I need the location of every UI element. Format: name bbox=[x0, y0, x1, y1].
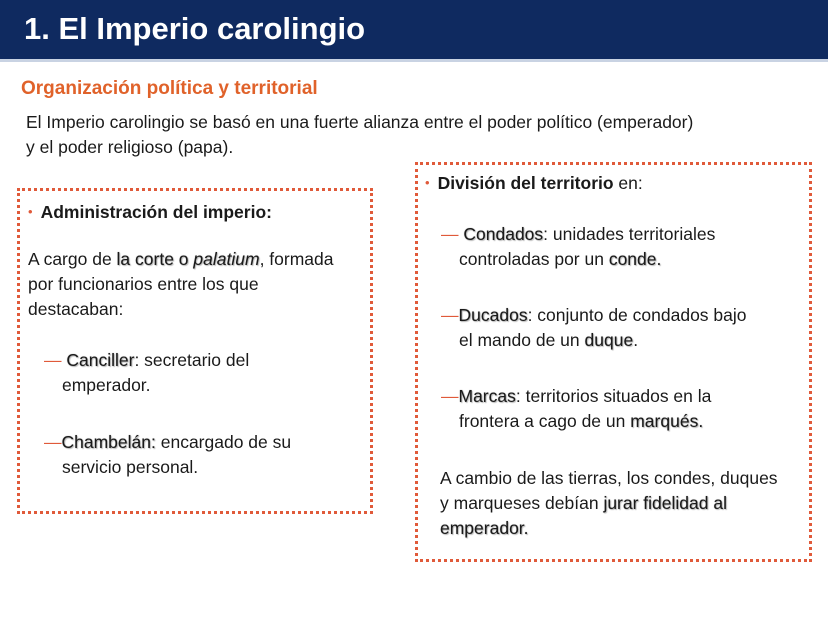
closing-paragraph bbox=[440, 466, 810, 541]
closing-line3: emperador. bbox=[440, 518, 529, 538]
line2-canciller: emperador. bbox=[62, 375, 151, 395]
list-item-marcas bbox=[441, 384, 711, 434]
bullet-dot-icon: • bbox=[28, 204, 33, 219]
dash-icon: — bbox=[441, 305, 459, 325]
list-item-chambelan bbox=[44, 430, 291, 480]
list-item-canciller bbox=[44, 348, 249, 398]
para-palatium: palatium bbox=[193, 249, 260, 269]
dash-icon: — bbox=[44, 432, 62, 452]
list-item-condados bbox=[441, 222, 715, 272]
term-chambelan: Chambelán: bbox=[61, 432, 156, 452]
intro-line-1: El Imperio carolingio se basó en una fuerte alianza entre el poder político (emperador) bbox=[26, 112, 694, 132]
para-line3: destacaban: bbox=[28, 299, 124, 319]
line2-pre-ducados: el mando de un bbox=[459, 330, 585, 350]
administration-heading bbox=[28, 200, 272, 226]
closing-line1: A cambio de las tierras, los condes, duques bbox=[440, 468, 778, 488]
dash-icon: — bbox=[441, 224, 464, 244]
title-bar bbox=[0, 0, 828, 62]
bullet-dot-icon: • bbox=[425, 175, 430, 190]
para-pre: A cargo de bbox=[28, 249, 117, 269]
slide-title: 1. El Imperio carolingio bbox=[24, 11, 366, 46]
administration-paragraph bbox=[28, 247, 373, 322]
line2-pre-marcas: frontera a cago de un bbox=[459, 411, 631, 431]
para-line2: por funcionarios entre los que bbox=[28, 274, 259, 294]
line2-pre-condados: controladas por un bbox=[459, 249, 609, 269]
section-subtitle: Organización política y territorial bbox=[21, 78, 318, 99]
rest-ducados: : conjunto de condados bajo bbox=[527, 305, 747, 325]
para-corte: la corte o bbox=[116, 249, 194, 269]
term-canciller: Canciller bbox=[66, 350, 135, 370]
term-ducados: Ducados bbox=[458, 305, 528, 325]
administration-heading-text: Administración del imperio: bbox=[40, 202, 272, 222]
territory-heading-post: en: bbox=[613, 173, 643, 193]
intro-paragraph bbox=[26, 110, 786, 160]
line2-term-ducados: duque bbox=[584, 330, 634, 350]
list-item-ducados bbox=[441, 303, 747, 353]
rest-chambelan: encargado de su bbox=[155, 432, 292, 452]
para-line1-post: , formada bbox=[259, 249, 334, 269]
line2-post-ducados: . bbox=[633, 330, 639, 350]
line2-chambelan: servicio personal. bbox=[62, 457, 199, 477]
rest-marcas: : territorios situados en la bbox=[515, 386, 712, 406]
line2-term-condados: conde. bbox=[608, 249, 662, 269]
closing-line2-pre: y marqueses debían bbox=[440, 493, 604, 513]
territory-heading bbox=[425, 171, 643, 197]
territory-heading-text: División del territorio bbox=[437, 173, 614, 193]
line2-term-marcas: marqués. bbox=[630, 411, 704, 431]
dash-icon: — bbox=[441, 386, 459, 406]
rest-canciller: : secretario del bbox=[134, 350, 250, 370]
term-condados: Condados bbox=[463, 224, 544, 244]
closing-line2-term: jurar fidelidad al bbox=[603, 493, 727, 513]
term-marcas: Marcas bbox=[458, 386, 516, 406]
intro-line-2: y el poder religioso (papa). bbox=[26, 137, 234, 157]
dash-icon: — bbox=[44, 350, 67, 370]
rest-condados: : unidades territoriales bbox=[543, 224, 716, 244]
